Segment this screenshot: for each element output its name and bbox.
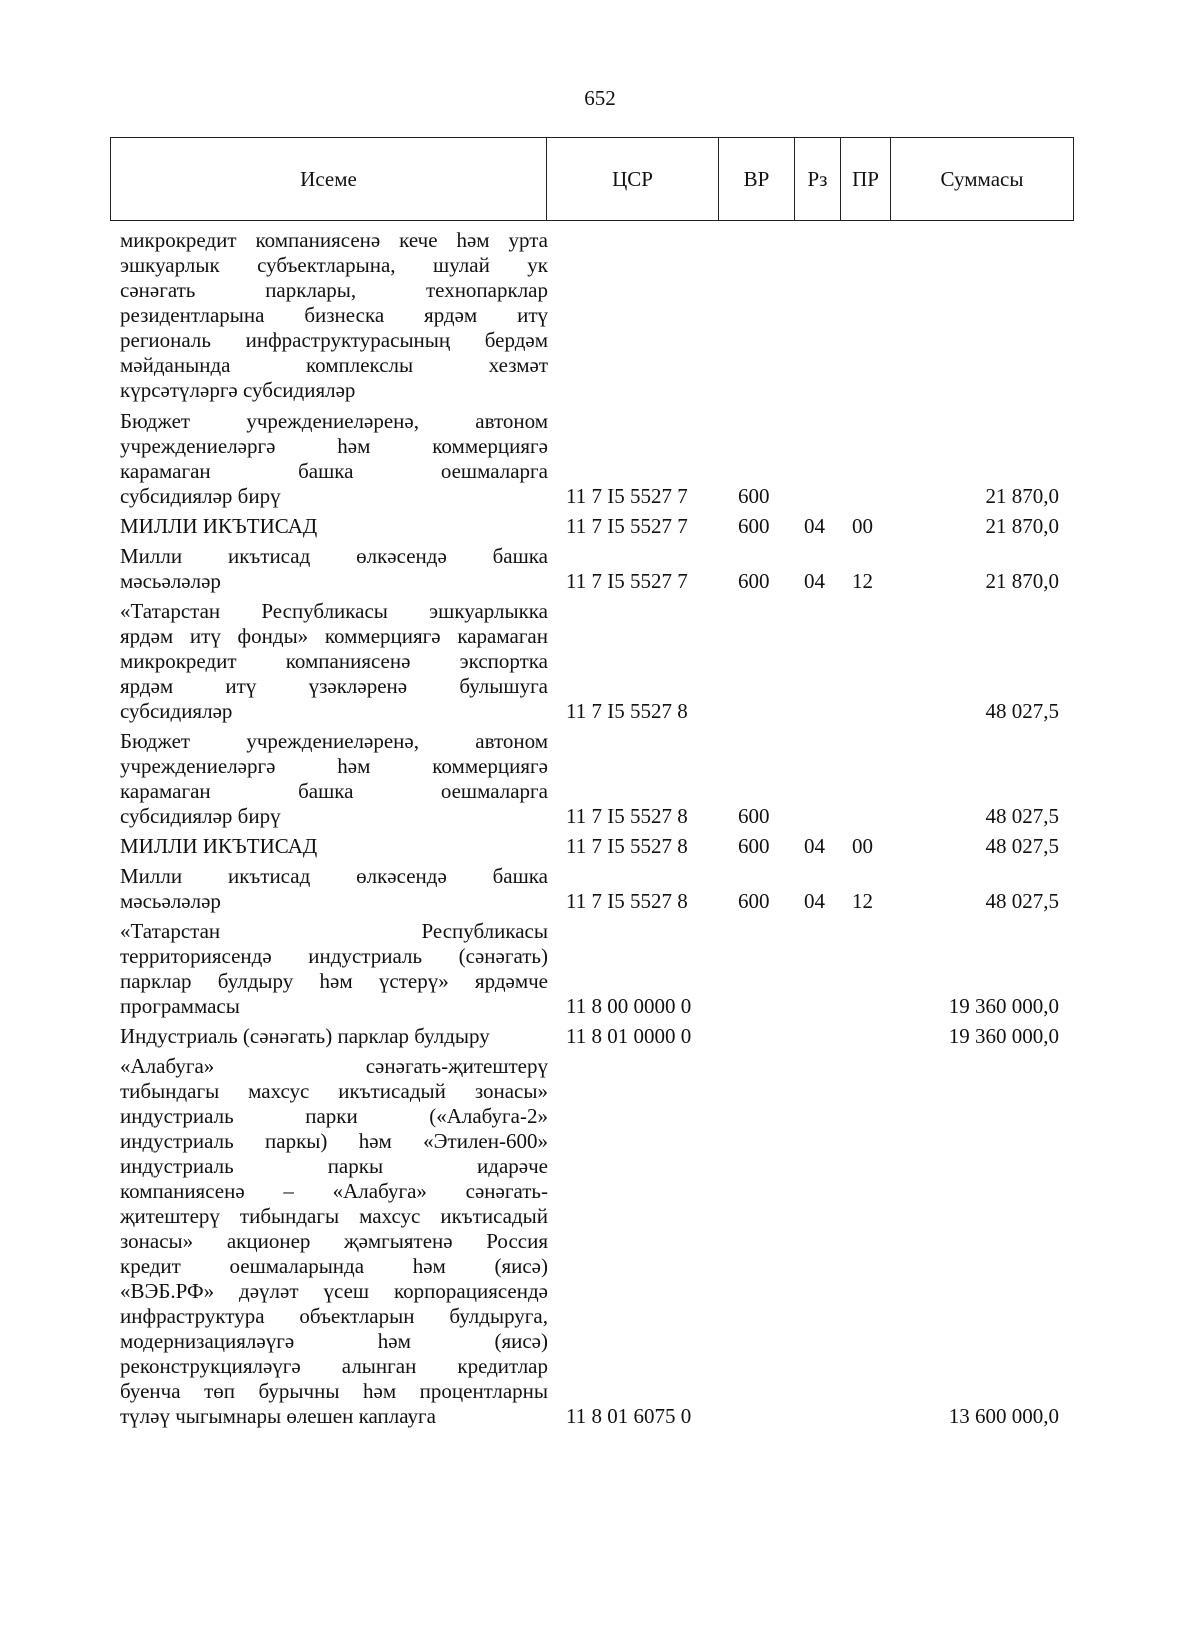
row-name-line: зонасы» акционер җәмгыятенә Россия	[120, 1229, 548, 1253]
row-sum: 19 360 000,0	[948, 1024, 1059, 1048]
row-name	[110, 1054, 548, 1429]
row-name-line: учреждениеләргә һәм коммерциягә	[120, 434, 548, 458]
table-row	[110, 729, 1073, 829]
row-name	[110, 1024, 548, 1049]
row-sum: 21 870,0	[985, 514, 1059, 538]
row-name-line: «ВЭБ.РФ» дәүләт үсеш корпорациясендә	[120, 1279, 548, 1303]
row-name-line: мәйданында комплекслы хезмәт	[120, 353, 548, 377]
row-rz: 04	[804, 834, 825, 858]
row-name	[110, 228, 548, 403]
table-row	[110, 409, 1073, 509]
row-name-line: Бюджет учреждениеләренә, автоном	[120, 729, 548, 753]
row-rz: 04	[804, 889, 825, 913]
row-name-line: парклар булдыру һәм үстерү» ярдәмче	[120, 969, 548, 993]
row-name	[110, 729, 548, 829]
row-pr: 12	[852, 569, 873, 593]
row-name-line: Милли икътисад өлкәсендә башка	[120, 544, 548, 568]
row-name	[110, 514, 548, 539]
row-csr: 11 7 I5 5527 8	[566, 804, 688, 828]
header-sum: Суммасы	[891, 138, 1074, 221]
row-name-line: МИЛЛИ ИКЪТИСАД	[120, 834, 318, 858]
row-name-line: сәнәгать парклары, технопарклар	[120, 278, 548, 302]
header-vr: ВР	[719, 138, 795, 221]
row-name-line: «Татарстан Республикасы	[120, 919, 548, 943]
row-name-line: Индустриаль (сәнәгать) парклар булдыру	[120, 1024, 490, 1048]
row-sum: 21 870,0	[985, 569, 1059, 593]
row-name	[110, 864, 548, 914]
row-name-line: МИЛЛИ ИКЪТИСАД	[120, 514, 318, 538]
row-name-line: карамаган башка оешмаларга	[120, 459, 548, 483]
row-vr: 600	[738, 484, 770, 508]
table-body	[110, 223, 1073, 1429]
row-name-line: түләү чыгымнары өлешен каплауга	[120, 1404, 436, 1428]
row-pr: 00	[852, 834, 873, 858]
page-number: 652	[584, 86, 616, 110]
row-sum: 13 600 000,0	[948, 1404, 1059, 1428]
row-rz: 04	[804, 569, 825, 593]
row-name	[110, 544, 548, 594]
row-name-line: «Татарстан Республикасы эшкуарлыкка	[120, 599, 548, 623]
row-name	[110, 599, 548, 724]
row-name-line: күрсәтүләргә субсидияләр	[120, 378, 356, 402]
row-name	[110, 834, 548, 859]
row-name-line: резидентларына бизнеска ярдәм итү	[120, 303, 548, 327]
row-sum: 19 360 000,0	[948, 994, 1059, 1018]
row-name-line: Милли икътисад өлкәсендә башка	[120, 864, 548, 888]
row-name-line: учреждениеләргә һәм коммерциягә	[120, 754, 548, 778]
row-csr: 11 7 I5 5527 8	[566, 699, 688, 723]
row-vr: 600	[738, 834, 770, 858]
row-name-line: мәсьәләләр	[120, 889, 221, 913]
row-name-line: микрокредит компаниясенә экспортка	[120, 649, 548, 673]
row-vr: 600	[738, 514, 770, 538]
table-row	[110, 834, 1073, 859]
table-row	[110, 228, 1073, 403]
row-name-line: Бюджет учреждениеләренә, автоном	[120, 409, 548, 433]
row-name-line: ярдәм итү үзәкләренә булышуга	[120, 674, 548, 698]
row-csr: 11 7 I5 5527 8	[566, 889, 688, 913]
row-name-line: кредит оешмаларында һәм (яисә)	[120, 1254, 548, 1278]
row-name-line: территориясендә индустриаль (сәнәгать)	[120, 944, 548, 968]
header-rz: Рз	[795, 138, 841, 221]
row-vr: 600	[738, 889, 770, 913]
row-rz: 04	[804, 514, 825, 538]
row-name-line: мәсьәләләр	[120, 569, 221, 593]
row-name-line: эшкуарлык субъектларына, шулай ук	[120, 253, 548, 277]
row-csr: 11 8 01 6075 0	[566, 1404, 692, 1428]
row-sum: 21 870,0	[985, 484, 1059, 508]
header-name: Исеме	[111, 138, 547, 221]
row-csr: 11 7 I5 5527 7	[566, 514, 688, 538]
row-pr: 12	[852, 889, 873, 913]
row-csr: 11 8 00 0000 0	[566, 994, 692, 1018]
header-csr: ЦСР	[547, 138, 719, 221]
row-name-line: микрокредит компаниясенә кече һәм урта	[120, 228, 548, 252]
row-name-line: программасы	[120, 994, 240, 1018]
row-name-line: «Алабуга» сәнәгать-җитештерү	[120, 1054, 548, 1078]
row-sum: 48 027,5	[985, 804, 1059, 828]
row-name-line: индустриаль парки («Алабуга-2»	[120, 1104, 548, 1128]
row-name-line: инфраструктура объектларын булдыруга,	[120, 1304, 548, 1328]
row-name	[110, 409, 548, 509]
row-name-line: субсидияләр бирү	[120, 804, 281, 828]
row-name-line: региональ инфраструктурасының бердәм	[120, 328, 548, 352]
row-name-line: карамаган башка оешмаларга	[120, 779, 548, 803]
table-header	[110, 137, 1074, 221]
row-name-line: компаниясенә – «Алабуга» сәнәгать-	[120, 1179, 548, 1203]
row-name-line: реконструкцияләүгә алынган кредитлар	[120, 1354, 548, 1378]
row-name-line: субсидияләр	[120, 699, 233, 723]
row-sum: 48 027,5	[985, 834, 1059, 858]
table-row	[110, 919, 1073, 1019]
row-csr: 11 8 01 0000 0	[566, 1024, 692, 1048]
table-row	[110, 864, 1073, 914]
row-vr: 600	[738, 804, 770, 828]
row-vr: 600	[738, 569, 770, 593]
row-pr: 00	[852, 514, 873, 538]
row-name-line: индустриаль паркы идарәче	[120, 1154, 548, 1178]
table-row	[110, 1024, 1073, 1049]
row-name-line: субсидияләр бирү	[120, 484, 281, 508]
row-csr: 11 7 I5 5527 7	[566, 484, 688, 508]
row-name-line: җитештерү тибындагы махсус икътисадый	[120, 1204, 548, 1228]
row-name-line: ярдәм итү фонды» коммерциягә карамаган	[120, 624, 548, 648]
table-row	[110, 544, 1073, 594]
row-sum: 48 027,5	[985, 889, 1059, 913]
table-row	[110, 514, 1073, 539]
row-csr: 11 7 I5 5527 7	[566, 569, 688, 593]
row-name-line: модернизацияләүгә һәм (яисә)	[120, 1329, 548, 1353]
row-name-line: буенча төп бурычны һәм процентларны	[120, 1379, 548, 1403]
table-row	[110, 1054, 1073, 1429]
row-csr: 11 7 I5 5527 8	[566, 834, 688, 858]
table-row	[110, 599, 1073, 724]
row-name-line: индустриаль паркы) һәм «Этилен-600»	[120, 1129, 548, 1153]
row-sum: 48 027,5	[985, 699, 1059, 723]
header-pr: ПР	[841, 138, 891, 221]
row-name-line: тибындагы махсус икътисадый зонасы»	[120, 1079, 548, 1103]
row-name	[110, 919, 548, 1019]
